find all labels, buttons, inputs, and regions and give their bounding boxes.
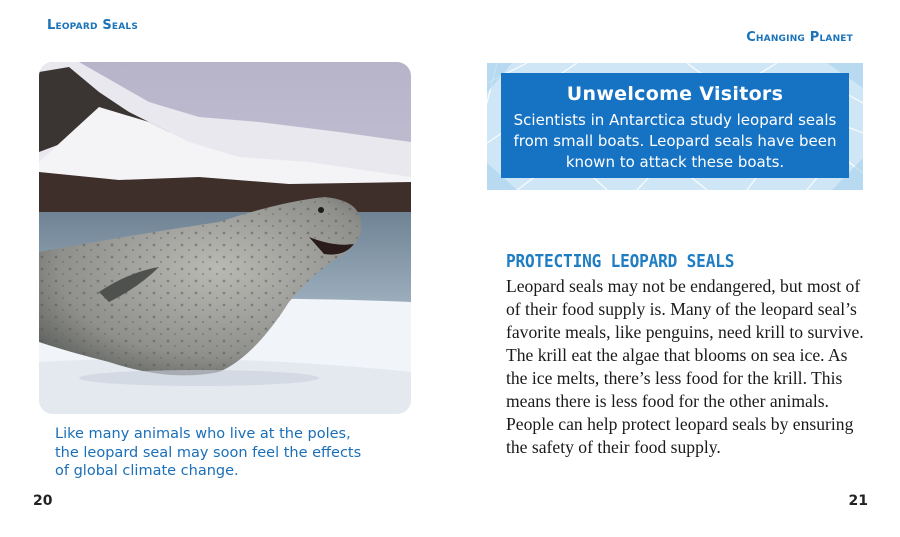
sidebar-panel [501,73,849,178]
running-head-right: Changing Planet [746,30,853,45]
page-number-right: 21 [848,493,868,509]
sidebar-body: Scientists in Antarctica study leopard seals from small boats. Leopard seals have been known to attack these boats. [513,111,837,171]
page-number-left: 20 [33,493,53,509]
body-paragraph: Leopard seals may not be endangered, but most of of their food supply is. Many of the leopard seal’s favorite meals, like penguins, need krill to survive. The krill eat the algae that blooms on sea ice. As the ice melts, there’s less food for the krill. This means there is less food for the other animals. People can help protect leopard seals by ensuring the safety of their food supply. [506,276,864,457]
running-head-left: Leopard Seals [47,18,139,33]
photo-caption: Like many animals who live at the poles, the leopard seal may soon feel the effects of global climate change. [55,426,362,479]
leopard-seal-photo [39,62,411,414]
section-heading: PROTECTING LEOPARD SEALS [506,252,735,272]
sidebar-box [487,63,863,190]
sidebar-title: Unwelcome Visitors [566,83,784,105]
